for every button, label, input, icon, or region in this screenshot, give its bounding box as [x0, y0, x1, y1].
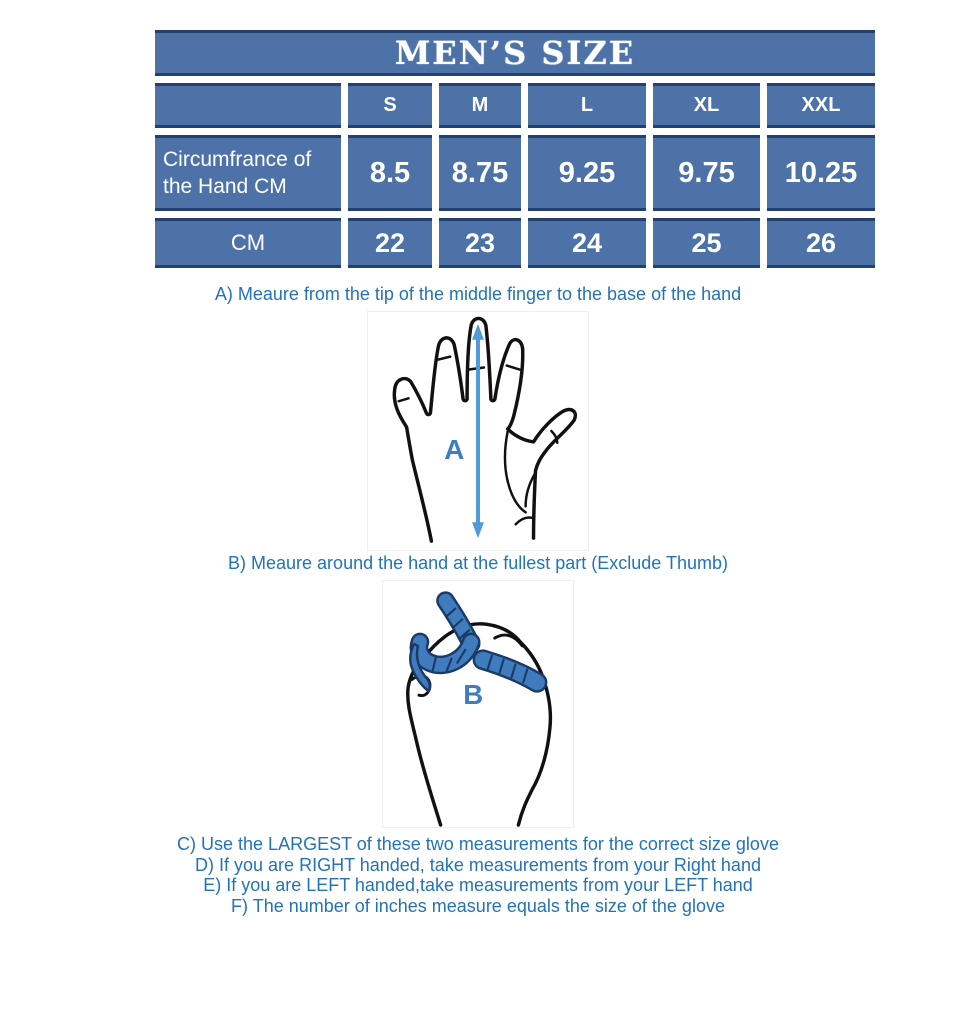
figure-hand-length [0, 311, 956, 551]
row-label-circumference: Circumfrance of the Hand CM [155, 135, 341, 211]
table-cell: 8.5 [348, 135, 432, 211]
hand-outline [394, 318, 575, 541]
table-cell: 25 [653, 218, 760, 268]
open-hand-illustration [367, 311, 589, 551]
measurement-label-a: A [444, 433, 465, 465]
instruction-e: E) If you are LEFT handed,take measurements from your LEFT hand [203, 875, 753, 895]
row-label-cm: CM [155, 218, 341, 268]
cm-row [155, 218, 875, 268]
mens-size-table [155, 30, 875, 268]
header-cell-l: L [528, 83, 646, 128]
instruction-d: D) If you are RIGHT handed, take measurements from your Right hand [195, 854, 761, 875]
open-hand-svg [368, 312, 588, 550]
instruction-c: C) Use the LARGEST of these two measurements for the correct size glove [177, 834, 779, 854]
table-cell: 26 [767, 218, 875, 268]
table-title: MEN’S SIZE [155, 30, 875, 76]
instructions-section [0, 268, 956, 916]
table-title-row [155, 30, 875, 76]
fist-svg [383, 581, 573, 827]
header-cell-xxl: XXL [767, 83, 875, 128]
header-cell-s: S [348, 83, 432, 128]
fist-measuring-tape-illustration [382, 580, 574, 828]
header-cell-empty [155, 83, 341, 128]
measurement-label-b: B [463, 679, 484, 710]
table-cell: 9.25 [528, 135, 646, 211]
figure-hand-circumference [0, 580, 956, 828]
instruction-f: F) The number of inches measure equals the size of the glove [231, 895, 725, 916]
table-cell: 8.75 [439, 135, 521, 211]
header-cell-xl: XL [653, 83, 760, 128]
instruction-b: B) Meaure around the hand at the fullest part (Exclude Thumb) [228, 553, 728, 573]
circumference-row [155, 135, 875, 211]
instruction-a: A) Meaure from the tip of the middle finger to the base of the hand [214, 284, 742, 304]
header-cell-m: M [439, 83, 521, 128]
table-cell: 24 [528, 218, 646, 268]
table-cell: 9.75 [653, 135, 760, 211]
table-cell: 10.25 [767, 135, 875, 211]
table-cell: 23 [439, 218, 521, 268]
instruction-list [0, 834, 956, 916]
size-header-row [155, 83, 875, 128]
table-cell: 22 [348, 218, 432, 268]
